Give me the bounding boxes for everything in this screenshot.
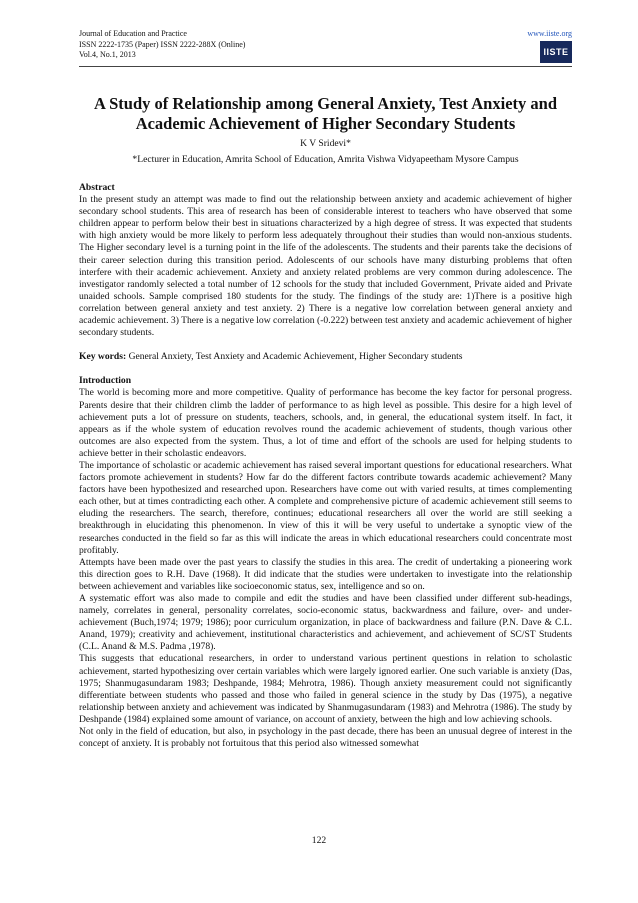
intro-paragraph: Not only in the field of education, but also, in psychology in the past decade, there has been an unusual degree of interest in the concept of anxiety. It is probably not fortuitous that this period also witnessed somewhat	[79, 726, 572, 750]
paper-author: K V Sridevi*	[300, 138, 351, 149]
keywords	[79, 351, 572, 363]
journal-volume: Vol.4, No.1, 2013	[79, 50, 136, 59]
intro-paragraph: A systematic effort was also made to compile and edit the studies and have been classified under different sub-headings, namely, correlates in general, personality correlates, socio-economic status, backwardness and failure, over- and under-achievement (Buch,1974; 1979; 1986); poor curriculum organization, in place of backwardness and failure (P.N. Dave & C.L. Anand, 1979); creativity and achievement, institutional characteristics and achievement, and achievement of SC/ST Students (C.L. Anand & M.S. Padma ,1978).	[79, 593, 572, 653]
journal-issn: ISSN 2222-1735 (Paper) ISSN 2222-288X (Online)	[79, 39, 246, 49]
spacer	[79, 363, 572, 375]
keywords-label: Key words:	[79, 351, 127, 363]
journal-url-link[interactable]: www.iiste.org	[527, 29, 572, 38]
introduction-heading: Introduction	[79, 375, 132, 387]
intro-paragraph: The world is becoming more and more competitive. Quality of performance has become the key factor for personal progress. Parents desire that their children climb the ladder of performance to as high level as possible. This desire for a high level of achievement puts a lot of pressure on students, teachers, schools, and, in general, the educational system itself. In fact, it appears as if the whole system of education revolves round the academic achievement of students, though various other outcomes are also expected from the system. Thus, a lot of time and effort of the schools are used for helping students to achieve better in their scholastic endeavors.	[79, 387, 572, 459]
journal-name: Journal of Education and Practice	[79, 29, 187, 38]
header-divider	[79, 66, 572, 67]
author-affiliation: *Lecturer in Education, Amrita School of Education, Amrita Vishwa Vidyapeetham Mysore Campus	[132, 154, 519, 165]
intro-paragraph: This suggests that educational researchers, in order to understand various pertinent questions in relation to scholastic achievement, started hypothesizing over certain variables which were largely ignored earlier. One such variable is anxiety (Das, 1975; Shanmugasundaram 1983; Deshpande, 1984; Mehrotra, 1986). Though anxiety measurement could not significantly differentiate between students who passed and those who failed in general science in the study by Das (1975), a negative relationship between anxiety and achievement was indicated by Shanmugasundaram (1983) and Mehrotra (1986). The study by Deshpande (1984) explained some amount of variance, on account of anxiety, between the high and low achieving schools.	[79, 653, 572, 725]
spacer	[79, 339, 572, 351]
abstract-heading: Abstract	[79, 182, 115, 193]
paper-title: A Study of Relationship among General Anxiety, Test Anxiety and Academic Achievement of Higher Secondary Students	[94, 94, 557, 133]
intro-paragraph: Attempts have been made over the past years to classify the studies in this area. The credit of undertaking a pioneering work this direction goes to R.H. Dave (1968). It did indicate that the studies were undertaken to investigate into the relationship between achievement and variables like socioeconomic status, sex, intelligence and so on.	[79, 556, 572, 592]
journal-header	[79, 29, 399, 61]
iiste-logo: IISTE	[540, 41, 572, 63]
abstract-text: In the present study an attempt was made to find out the relationship between anxiety and academic achievement of higher secondary school students. This area of research has been of considerable interest to teachers who have observed that some children appear to perform below their best in situations characterized by a high degree of stress. It was expected that students with high anxiety would be more likely to perform less adequately throughout their studies than would non-anxious students. The Higher secondary level is a turning point in the life of the adolescents. The students and their parents take the decisions of their career selection during this transition period. Adolescents of our schools have many disturbing problems that often interfere with their academic achievement. Anxiety and anxiety related problems are very common during adolescence. The investigator randomly selected a total number of 12 schools for the study that included Government, Private aided and Private unaided schools. Sample comprised 180 students for the study. The findings of the study are: 1)There is a positive high correlation between general anxiety and test anxiety. 2) There is a negative low correlation between general anxiety and academic achievement. 3) There is a negative low correlation (-0.222) between test anxiety and academic achievement of higher secondary students.	[79, 194, 572, 339]
keywords-text: General Anxiety, Test Anxiety and Academic Achievement, Higher Secondary students	[126, 351, 463, 363]
paper-body	[79, 182, 572, 750]
intro-paragraph: The importance of scholastic or academic achievement has raised several important questions for educational researchers. What factors promote achievement in students? How far do the different factors contribute towards academic achievement? Many factors have been hypothesized and researched upon. Researchers have come out with varied results, at times complementing each other, but at times contradicting each other. A complete and comprehensive picture of academic achievement still seems to eluding the researchers. The search, therefore, continues; educational researchers all over the world are still seeking a breakthrough in elucidating this phenomenon. In view of this it will be very useful to undertake a synoptic view of the researches conducted in the field so far as this will indicate the areas in which educational researchers could concentrate most profitably.	[79, 459, 572, 556]
page-number: 122	[311, 835, 327, 846]
